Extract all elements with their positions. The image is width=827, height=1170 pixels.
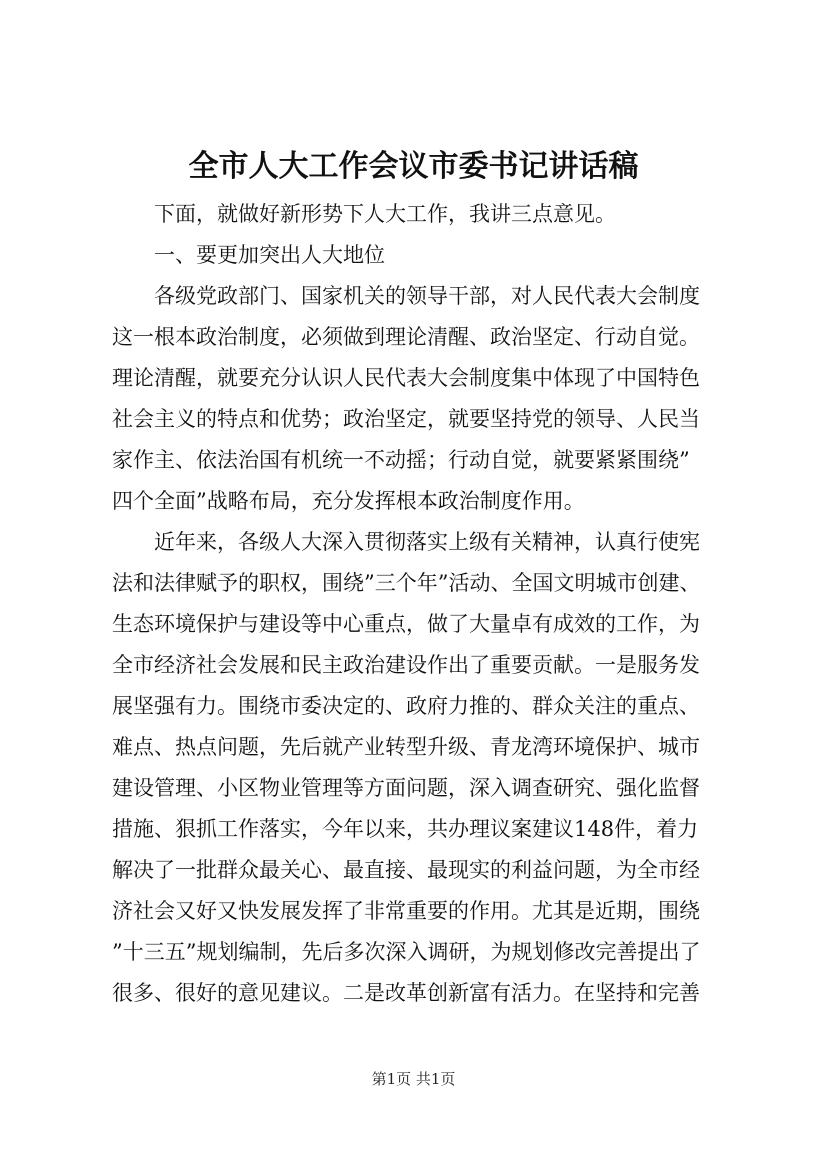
body-line: 很多、很好的意见建议。二是改革创新富有活力。在坚持和完善 (112, 981, 700, 1005)
body-line: ”十三五”规划编制，先后多次深入调研，为规划修改完善提出了 (112, 940, 701, 964)
body-line: 理论清醒，就要充分认识人民代表大会制度集中体现了中国特色 (112, 366, 700, 390)
body-line: 法和法律赋予的职权，围绕”三个年”活动、全国文明城市创建、 (112, 571, 701, 595)
body-line: 生态环境保护与建设等中心重点，做了大量卓有成效的工作，为 (112, 612, 700, 636)
body-line: 近年来，各级人大深入贯彻落实上级有关精神，认真行使宪 (154, 530, 700, 554)
document-body (112, 194, 752, 1014)
body-line: 解决了一批群众最关心、最直接、最现实的利益问题，为全市经 (112, 858, 700, 882)
body-line: 这一根本政治制度，必须做到理论清醒、政治坚定、行动自觉。 (112, 325, 700, 349)
body-line: 社会主义的特点和优势；政治坚定，就要坚持党的领导、人民当 (112, 407, 700, 431)
body-line: 展坚强有力。围绕市委决定的、政府力推的、群众关注的重点、 (112, 694, 700, 718)
body-line: 家作主、依法治国有机统一不动摇；行动自觉，就要紧紧围绕” (112, 448, 690, 472)
body-line: 难点、热点问题，先后就产业转型升级、青龙湾环境保护、城市 (112, 735, 700, 759)
page-footer: 第1页 共1页 (371, 1070, 456, 1088)
body-line: 建设管理、小区物业管理等方面问题，深入调查研究、强化监督 (112, 776, 700, 800)
body-line: 四个全面”战略布局，充分发挥根本政治制度作用。 (112, 489, 585, 513)
body-line: 各级党政部门、国家机关的领导干部，对人民代表大会制度 (154, 284, 700, 308)
body-line: 全市经济社会发展和民主政治建设作出了重要贡献。一是服务发 (112, 653, 700, 677)
body-line: 一、要更加突出人大地位 (154, 243, 385, 267)
body-line: 措施、狠抓工作落实，今年以来，共办理议案建议148件，着力 (112, 817, 699, 841)
document-title: 全市人大工作会议市委书记讲话稿 (188, 149, 639, 184)
body-line: 下面，就做好新形势下人大工作，我讲三点意见。 (154, 202, 616, 226)
body-line: 济社会又好又快发展发挥了非常重要的作用。尤其是近期，围绕 (112, 899, 700, 923)
